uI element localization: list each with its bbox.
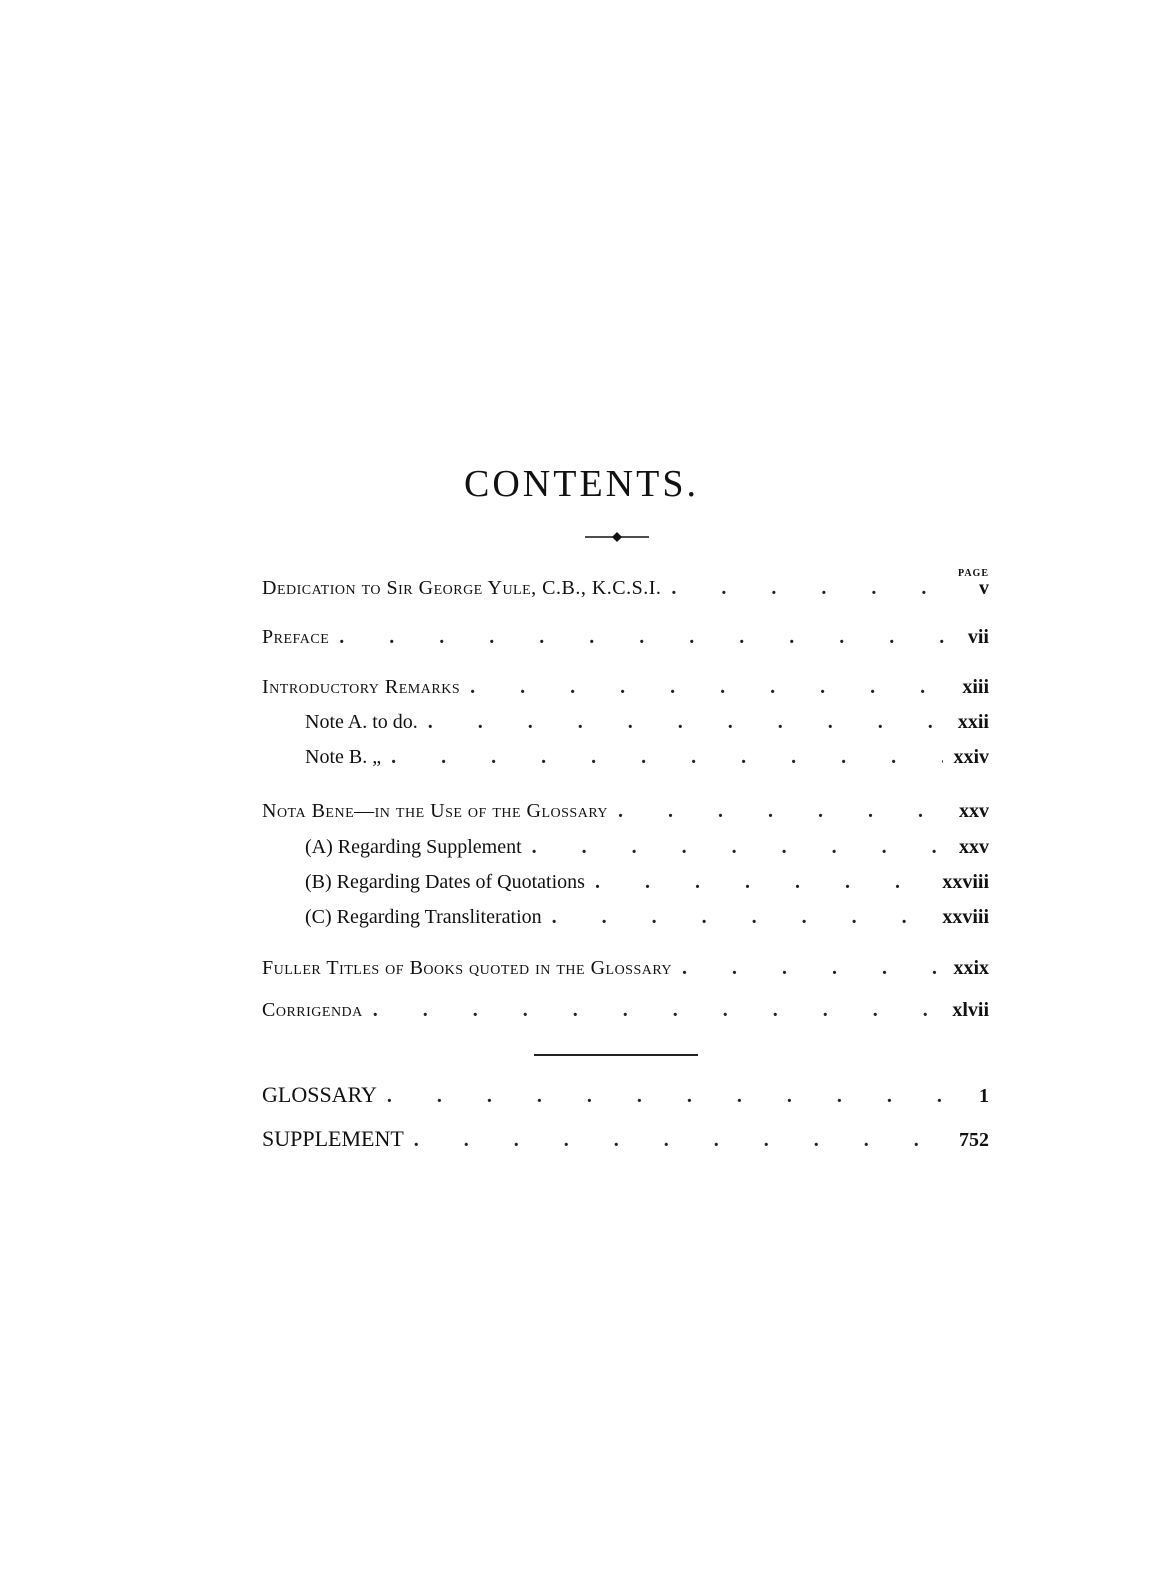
entry-page: xxv <box>959 836 989 858</box>
entry-page: vii <box>967 626 989 648</box>
dot-leader <box>339 626 958 649</box>
section-divider <box>534 1054 698 1056</box>
page-title: CONTENTS. <box>464 463 699 505</box>
dot-leader <box>552 906 933 929</box>
entry-page: 752 <box>959 1129 989 1151</box>
dot-leader <box>532 836 949 859</box>
toc-entry-note-b[interactable] <box>305 746 989 776</box>
dot-leader <box>414 1129 949 1152</box>
entry-title: SUPPLEMENT <box>262 1126 404 1151</box>
dot-leader <box>618 800 949 823</box>
page-column-label: PAGE <box>957 568 989 579</box>
entry-page: xlvii <box>952 999 989 1021</box>
toc-entry-dedication[interactable] <box>262 577 989 607</box>
entry-page: xxix <box>953 957 989 979</box>
entry-title: Note A. to do. <box>305 711 418 733</box>
entry-page: xxviii <box>942 871 989 893</box>
entry-title: Corrigenda <box>262 999 363 1021</box>
entry-title: (B) Regarding Dates of Quotations <box>305 871 585 893</box>
entry-page: xxiv <box>953 746 989 768</box>
entry-page: xxviii <box>942 906 989 928</box>
toc-entry-fuller-titles[interactable] <box>262 957 989 987</box>
entry-title: Fuller Titles of Books quoted in the Glossary <box>262 957 673 979</box>
toc-entry-regarding-dates[interactable] <box>305 871 989 901</box>
toc-entry-regarding-supplement[interactable] <box>305 836 989 866</box>
entry-title: (C) Regarding Transliteration <box>305 906 542 928</box>
toc-entry-introductory-remarks[interactable] <box>262 676 989 706</box>
dot-leader <box>387 1085 959 1108</box>
entry-title: Preface <box>262 626 330 648</box>
toc-entry-regarding-transliteration[interactable] <box>305 906 989 936</box>
toc-entry-nota-bene[interactable] <box>262 800 989 830</box>
entry-title: (A) Regarding Supplement <box>305 836 522 858</box>
entry-title: Dedication to Sir George Yule, C.B., K.C.S.I. <box>262 577 662 599</box>
dot-leader <box>391 746 943 769</box>
entry-page: xxii <box>957 711 989 733</box>
entry-title: Introductory Remarks <box>262 676 461 698</box>
dot-leader <box>671 577 959 600</box>
entry-title: GLOSSARY <box>262 1082 377 1107</box>
dot-leader <box>428 711 948 734</box>
toc-entry-preface[interactable] <box>262 626 989 656</box>
dot-leader <box>373 999 943 1022</box>
entry-page: xiii <box>962 676 989 698</box>
entry-title: Nota Bene—in the Use of the Glossary <box>262 800 608 822</box>
entry-page: v <box>979 577 989 599</box>
toc-entry-corrigenda[interactable] <box>262 999 989 1029</box>
entry-page: xxv <box>959 800 989 822</box>
entry-title: Note B. „ <box>305 746 382 768</box>
entry-page: 1 <box>979 1085 989 1107</box>
dot-leader <box>682 957 943 980</box>
toc-entry-glossary[interactable] <box>262 1082 989 1112</box>
dot-leader <box>595 871 932 894</box>
ornament-divider-icon <box>585 530 649 544</box>
dot-leader <box>470 676 952 699</box>
toc-entry-note-a[interactable] <box>305 711 989 741</box>
toc-entry-supplement[interactable] <box>262 1126 989 1156</box>
